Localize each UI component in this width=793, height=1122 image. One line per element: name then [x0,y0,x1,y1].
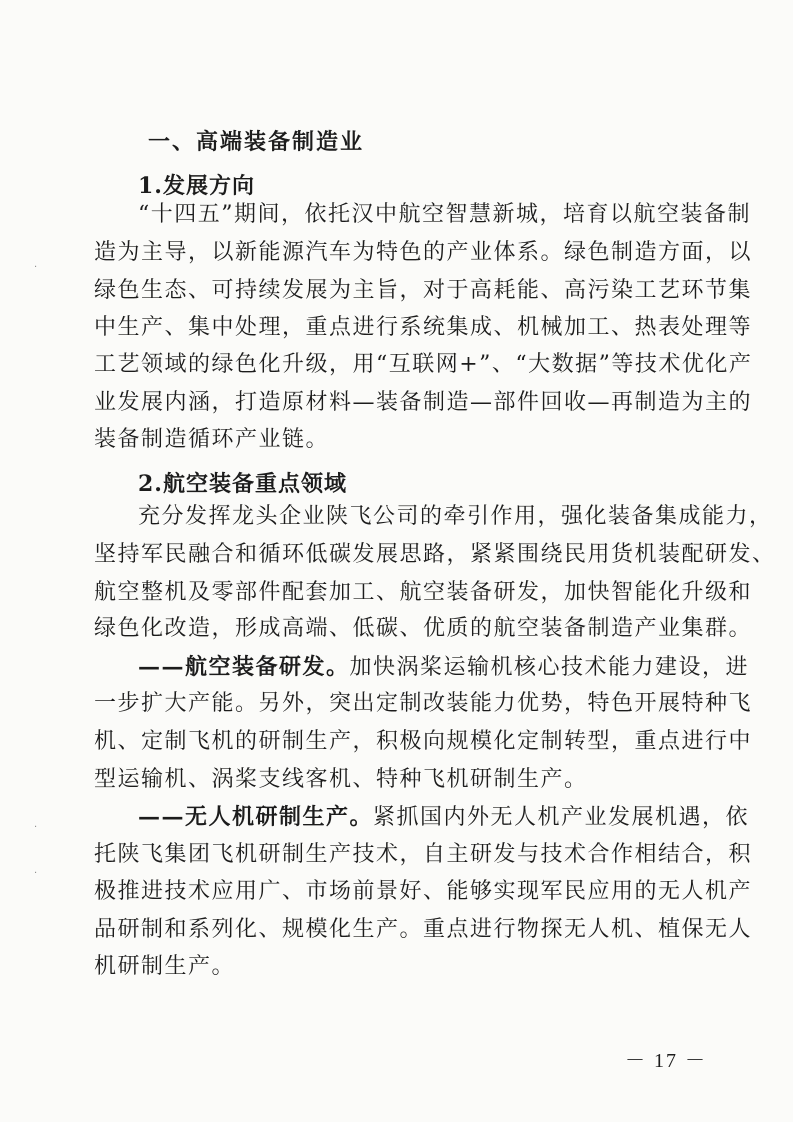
paragraph-line: 品研制和系列化、规模化生产。重点进行物探无人机、植保无人 [94,917,753,942]
paragraph-line: 绿色生态、可持续发展为主旨，对于高耗能、高污染工艺环节集 [94,278,753,303]
item-text: 加快涡桨运输机核心技术能力建设，进 [349,655,750,680]
paragraph-line: 型运输机、涡桨支线客机、特种飞机研制生产。 [94,767,588,792]
paragraph-line: 造为主导，以新能源汽车为特色的产业体系。绿色制造方面，以 [94,240,753,265]
item-lead-uav: ——无人机研制生产。 [138,804,374,830]
paragraph-line: 绿色化改造，形成高端、低碳、优质的航空装备制造产业集群。 [94,616,753,641]
paragraph-line: 工艺领域的绿色化升级，用“互联网+”、“大数据”等技术优化产 [94,352,753,377]
paragraph-line: 业发展内涵，打造原材料—装备制造—部件回收—再制造为主的 [94,390,753,415]
paragraph-line: 极推进技术应用广、市场前景好、能够实现军民应用的无人机产 [94,879,753,904]
scan-mark: · [34,822,38,833]
item-text: 紧抓国内外无人机产业发展机遇，依 [373,805,750,830]
page-number: － 17 － [625,1050,707,1072]
scan-mark: · [34,868,38,879]
paragraph-line [138,652,749,683]
section-heading: 一、高端装备制造业 [148,129,365,155]
paragraph-line: 航空整机及零部件配套加工、航空装备研发，加快智能化升级和 [94,580,753,605]
paragraph-line: 机、定制飞机的研制生产，积极向规模化定制转型，重点进行中 [94,729,753,754]
subsection-heading-aviation-equipment: 2.航空装备重点领域 [138,471,347,497]
paragraph-line: 坚持军民融合和循环低碳发展思路，紧紧围绕民用货机装配研发、 [94,542,776,567]
paragraph-line: 充分发挥龙头企业陕飞公司的牵引作用，强化装备集成能力， [138,504,773,529]
paragraph-line: 机研制生产。 [94,954,236,979]
paragraph-line: 一步扩大产能。另外，突出定制改装能力优势，特色开展特种飞 [94,691,753,716]
paragraph-line: “十四五”期间，依托汉中航空智慧新城，培育以航空装备制 [138,202,751,227]
subsection-heading-development-direction: 1.发展方向 [138,173,255,199]
paragraph-line: 托陕飞集团飞机研制生产技术，自主研发与技术合作相结合，积 [94,842,753,867]
scan-mark: · [34,262,38,273]
item-lead-aviation-rd: ——航空装备研发。 [138,654,350,680]
paragraph-line: 装备制造循环产业链。 [94,427,330,452]
paragraph-line: 中生产、集中处理，重点进行系统集成、机械加工、热表处理等 [94,315,753,340]
paragraph-line [138,802,749,833]
